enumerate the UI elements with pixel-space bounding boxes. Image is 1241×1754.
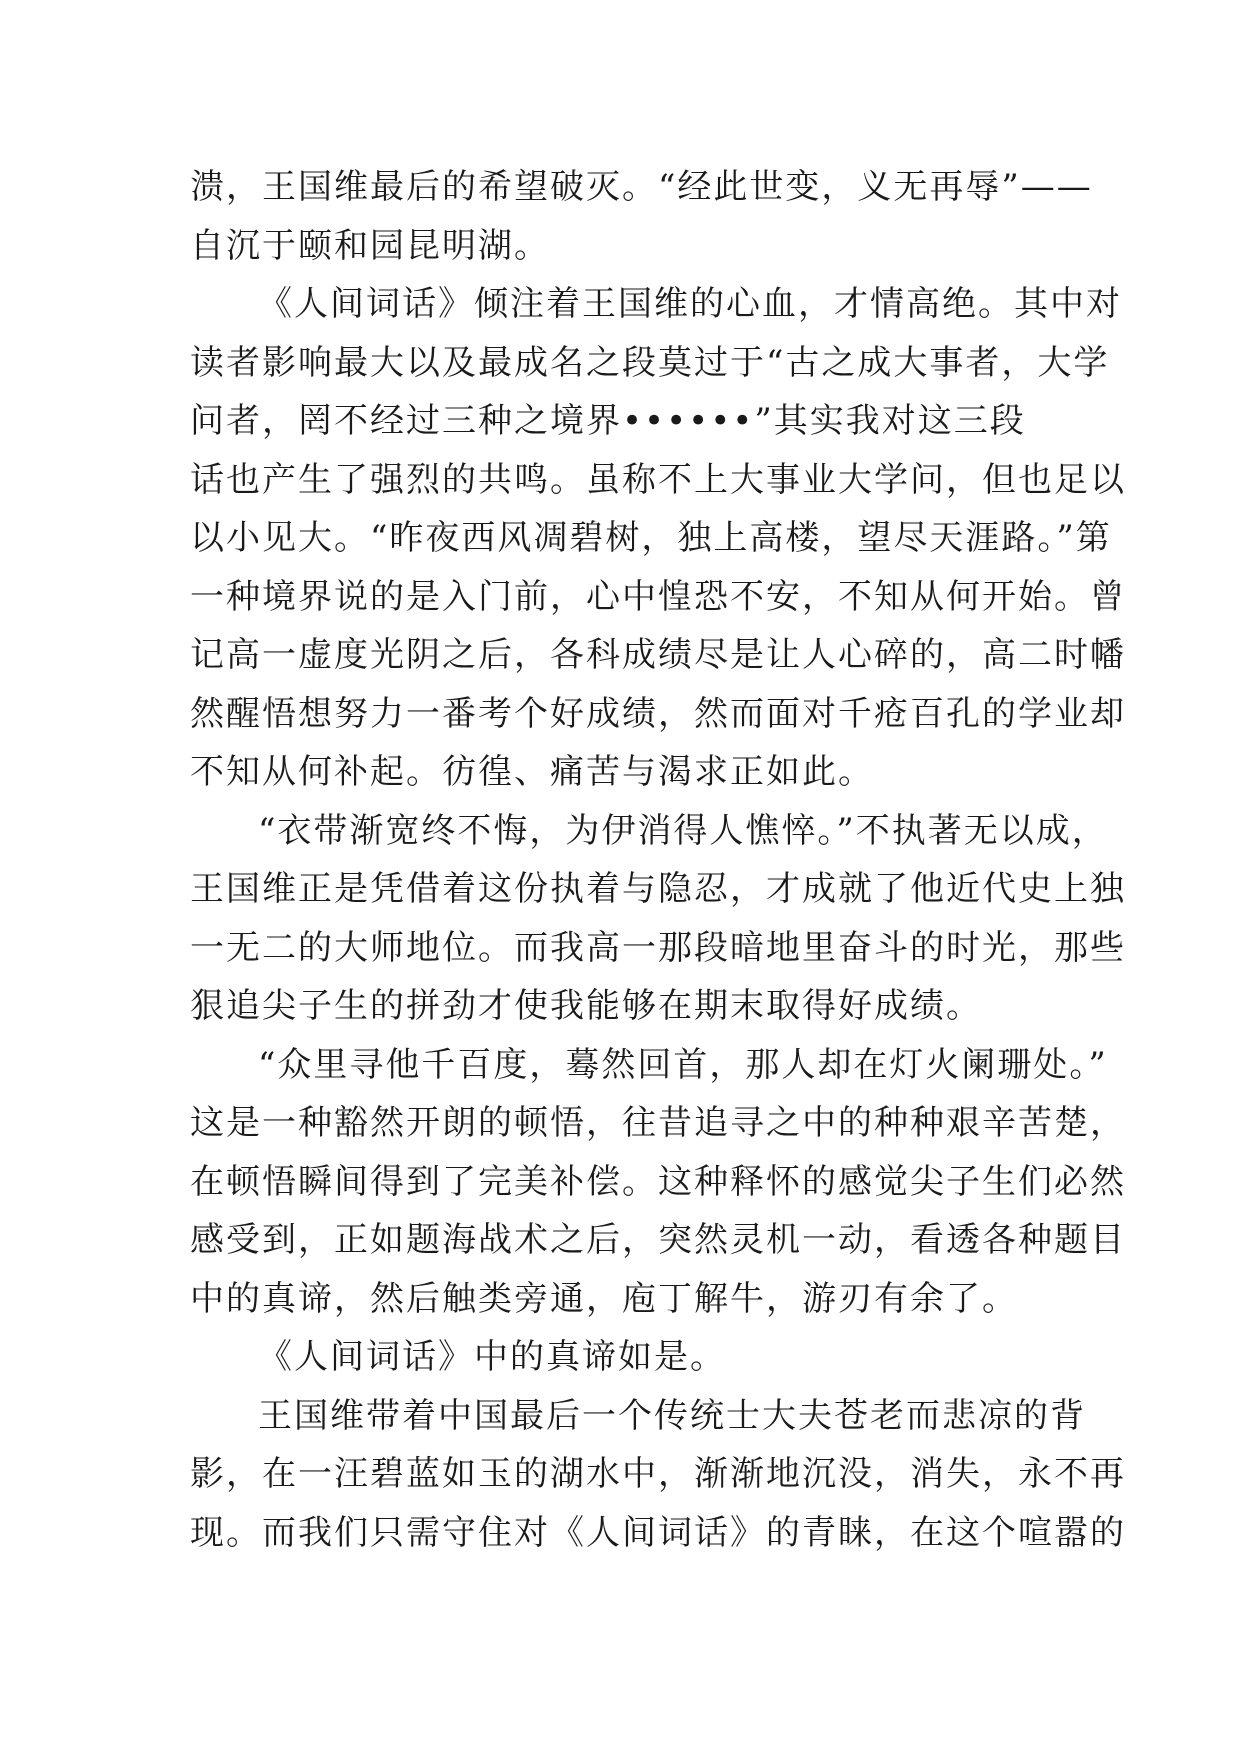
line-text: 自沉于颐和园昆明湖。	[190, 225, 550, 266]
text-line	[190, 217, 1070, 276]
line-text: 一种境界说的是入门前，心中惶恐不安，不知从何开始。曾	[190, 576, 1126, 617]
paragraph-start-line	[190, 1328, 1070, 1387]
line-text: 记高一虚度光阴之后，各科成绩尽是让人心碎的，高二时幡	[190, 635, 1126, 675]
text-line	[190, 1211, 1126, 1270]
line-text: 影，在一汪碧蓝如玉的湖水中，渐渐地沉没，消失，永不再	[190, 1454, 1126, 1494]
line-text: 话也产生了强烈的共鸣。虽称不上大事业大学问，但也足以	[190, 459, 1126, 500]
text-line	[190, 568, 1126, 627]
line-text: 王国维正是凭借着这份执着与隐忍，才成就了他近代史上独	[190, 869, 1126, 909]
text-line	[190, 1270, 1070, 1329]
line-text: 然醒悟想努力一番考个好成绩，然而面对千疮百孔的学业却	[190, 693, 1126, 734]
document-body	[190, 158, 1126, 1562]
line-text: 以小见大。“昨夜西风凋碧树，独上高楼，望尽天涯路。”第	[190, 518, 1112, 558]
line-text: 溃，王国维最后的希望破灭。“经此世变，义无再辱”——	[190, 167, 1093, 207]
text-line	[190, 392, 1070, 451]
line-text: 读者影响最大以及最成名之段莫过于“古之成大事者，大学	[190, 342, 1110, 383]
paragraph-start-line	[190, 802, 1108, 861]
text-line	[190, 1094, 1126, 1153]
paragraph-start-line	[190, 1387, 1086, 1446]
line-text: 这是一种豁然开朗的顿悟，往昔追寻之中的种种艰辛苦楚，	[190, 1103, 1126, 1143]
line-text: 《人间词话》倾注着王国维的心血，才情高绝。其中对	[258, 284, 1122, 324]
line-text: 在顿悟瞬间得到了完美补偿。这种释怀的感觉尖子生们必然	[190, 1161, 1126, 1202]
line-text: 狠追尖子生的拼劲才使我能够在期末取得好成绩。	[190, 986, 982, 1026]
text-line	[190, 451, 1126, 510]
paragraph-start-line	[190, 275, 1122, 334]
text-line	[190, 919, 1126, 978]
line-text: 中的真谛，然后触类旁通，庖丁解牛，游刃有余了。	[190, 1278, 1018, 1319]
text-line	[190, 158, 1093, 217]
text-line	[190, 334, 1110, 393]
text-line	[190, 509, 1112, 568]
line-text: 感受到，正如题海战术之后，突然灵机一动，看透各种题目	[190, 1220, 1126, 1260]
text-line	[190, 1445, 1126, 1504]
line-text: 《人间词话》中的真谛如是。	[258, 1337, 726, 1377]
line-text: 王国维带着中国最后一个传统士大夫苍老而悲凉的背	[258, 1395, 1086, 1436]
line-text: 问者，罔不经过三种之境界••••••”其实我对这三段	[190, 401, 1026, 441]
line-text: “衣带渐宽终不悔，为伊消得人憔悴。”不执著无以成，	[258, 810, 1108, 851]
text-line	[190, 977, 1070, 1036]
line-text: 一无二的大师地位。而我高一那段暗地里奋斗的时光，那些	[190, 927, 1126, 968]
line-text: 不知从何补起。彷徨、痛苦与渴求正如此。	[190, 752, 874, 792]
text-line	[190, 860, 1126, 919]
paragraph-start-line	[190, 1036, 1108, 1095]
line-text: 现。而我们只需守住对《人间词话》的青睐，在这个喧嚣的	[190, 1512, 1126, 1553]
text-line	[190, 1153, 1126, 1212]
text-line	[190, 743, 1070, 802]
text-line	[190, 1504, 1126, 1563]
text-line	[190, 685, 1126, 744]
line-text: “众里寻他千百度，蓦然回首，那人却在灯火阑珊处。”	[258, 1044, 1108, 1085]
text-line	[190, 626, 1126, 685]
